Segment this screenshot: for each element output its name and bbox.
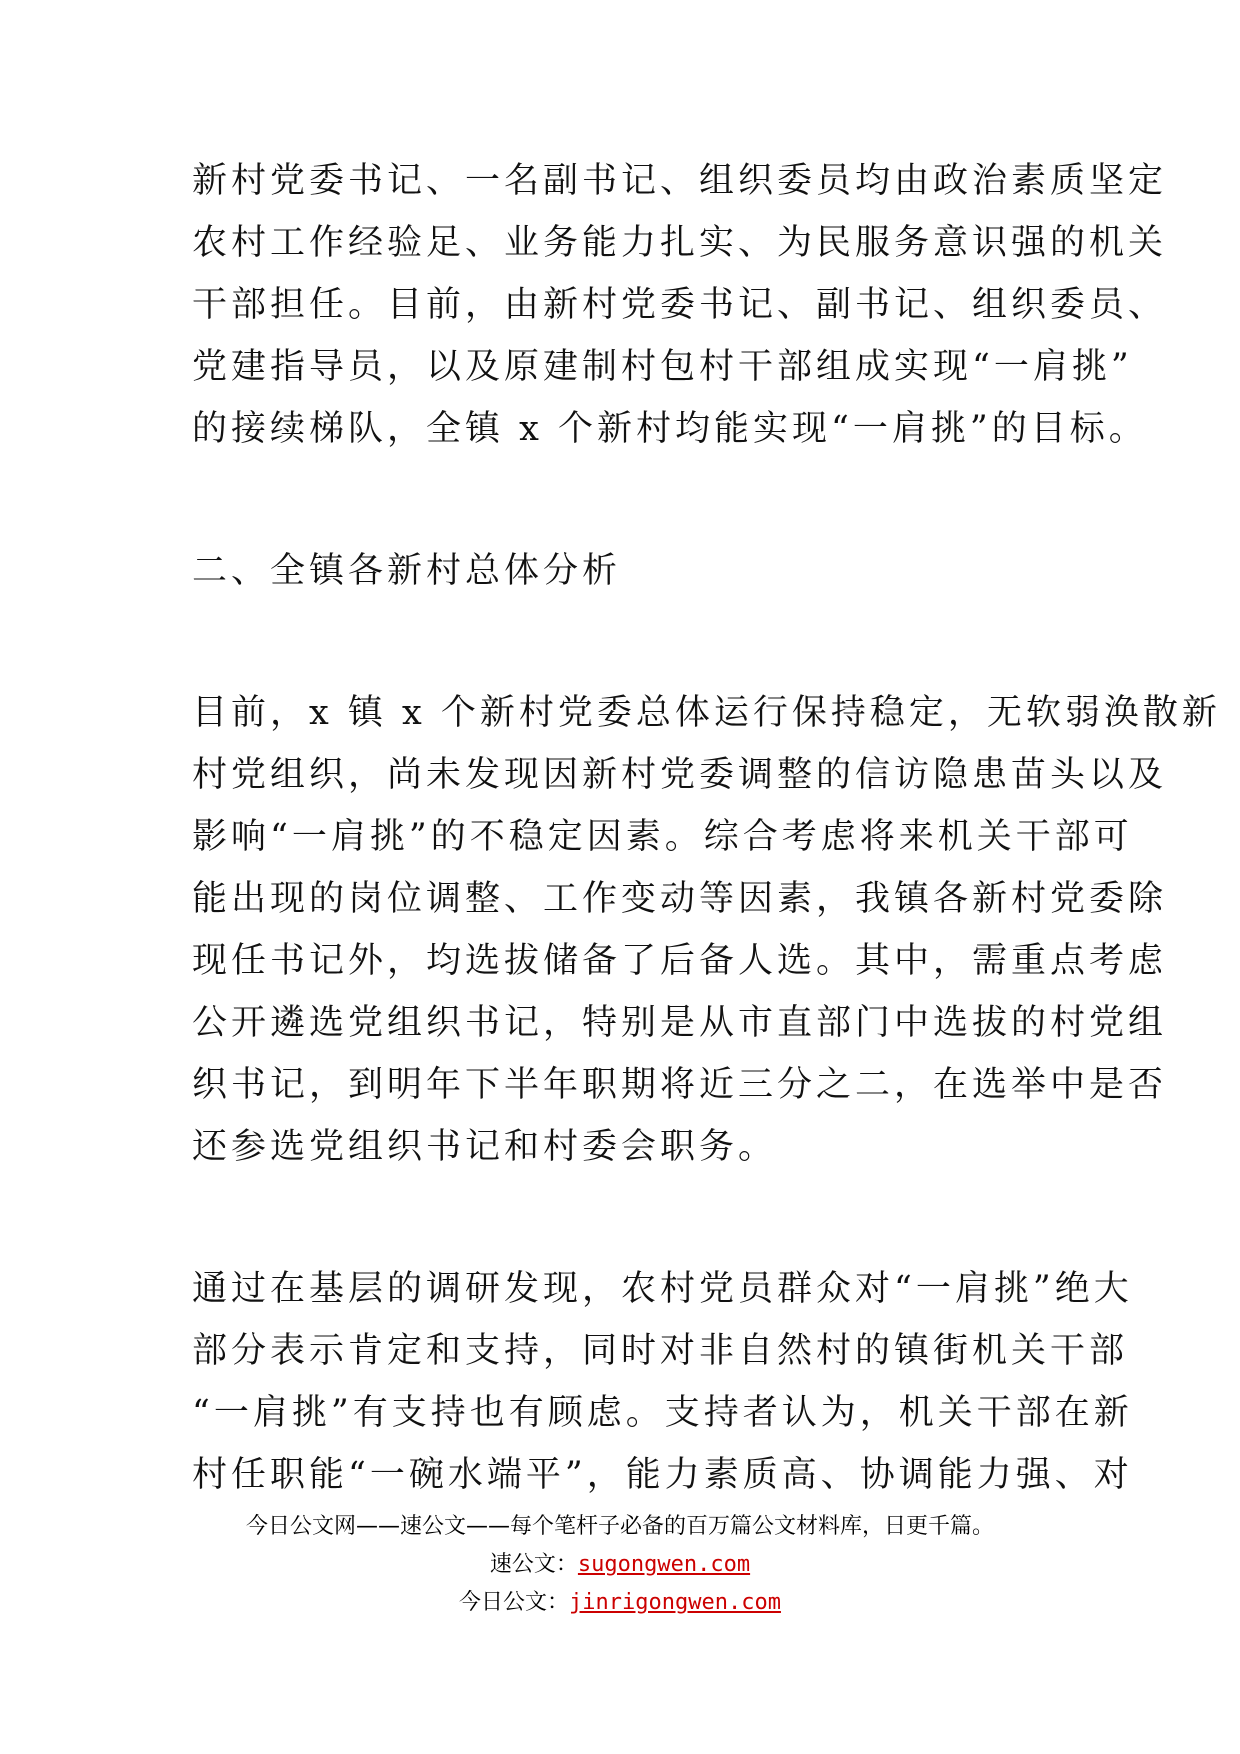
footer-sugongwen-label: 速公文： [489,1552,578,1577]
text-line: 干部担任。目前，由新村党委书记、副书记、组织委员、 [192,285,1168,325]
paragraph-spacer [192,460,1052,540]
paragraph-2 [192,682,1221,1178]
paragraph-3 [192,1258,1133,1506]
text-line: 村党组织，尚未发现因新村党委调整的信访隐患苗头以及 [192,755,1168,795]
text-line: 的接续梯队，全镇 x 个新村均能实现“一肩挑”的目标。 [192,409,1148,449]
page-footer [0,1508,1240,1622]
text-line: 党建指导员，以及原建制村包村干部组成实现“一肩挑” [192,347,1133,387]
jinrigongwen-link[interactable]: jinrigongwen.com [569,1590,781,1615]
paragraph-spacer [192,602,1052,682]
text-line: 部分表示肯定和支持，同时对非自然村的镇街机关干部 [192,1331,1129,1371]
footer-jinri-label: 今日公文： [459,1590,570,1615]
paragraph-spacer [192,1178,1052,1258]
text-line: 村任职能“一碗水端平”，能力素质高、协调能力强、对 [192,1455,1133,1495]
text-line: 还参选党组织书记和村委会职务。 [192,1127,778,1167]
text-line: 现任书记外，均选拔储备了后备人选。其中，需重点考虑 [192,941,1168,981]
document-body [192,150,1221,1506]
text-line: 公开遴选党组织书记，特别是从市直部门中选拔的村党组 [192,1003,1168,1043]
text-line: 农村工作经验足、业务能力扎实、为民服务意识强的机关 [192,223,1168,263]
paragraph-1 [192,150,1168,460]
text-line: 新村党委书记、一名副书记、组织委员均由政治素质坚定 [192,161,1168,201]
footer-sugongwen-line [0,1546,1240,1584]
section-heading-text: 二、全镇各新村总体分析 [192,551,622,591]
footer-tagline: 今日公文网——速公文——每个笔杆子必备的百万篇公文材料库，日更千篇。 [245,1514,994,1539]
footer-jinri-line [0,1584,1240,1622]
text-line: “一肩挑”有支持也有顾虑。支持者认为，机关干部在新 [192,1393,1133,1433]
section-heading [192,540,1052,602]
text-line: 织书记，到明年下半年职期将近三分之二，在选举中是否 [192,1065,1168,1105]
text-line: 目前，x 镇 x 个新村党委总体运行保持稳定，无软弱涣散新 [192,693,1221,733]
sugongwen-link[interactable]: sugongwen.com [577,1552,751,1577]
text-line: 影响“一肩挑”的不稳定因素。综合考虑将来机关干部可 [192,817,1133,857]
text-line: 能出现的岗位调整、工作变动等因素，我镇各新村党委除 [192,879,1168,919]
text-line: 通过在基层的调研发现，农村党员群众对“一肩挑”绝大 [192,1269,1133,1309]
